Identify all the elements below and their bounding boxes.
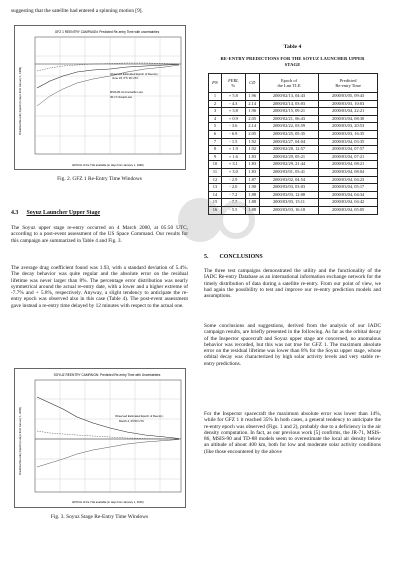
cell-predicted: 2000/03/04, 08:30: [319, 115, 378, 123]
figure-2-legend-1: Observed Estimated Epoch of Reentry:: [110, 72, 159, 76]
table-row: [209, 115, 378, 123]
table-4-title: Table 4: [283, 44, 302, 50]
cell-ferl: + 3.1: [221, 161, 245, 169]
section-4-3-paragraph-1: The Soyuz upper stage re-entry occurred on 4 March 2000, at 05:50 UTC, according to a post-event assessment of the US Space Command. Our results for this campaign are summarized in Table 4 and Fig. 3.: [11, 225, 188, 244]
cell-cd: 1.83: [245, 153, 259, 161]
cell-epoch: 2000/02/29, 21:44: [259, 161, 319, 169]
cell-predicted: 2000/03/05, 09:43: [319, 93, 378, 101]
table-row: [209, 146, 378, 154]
cell-predicted: 2000/03/04, 05:17: [319, 184, 378, 192]
table-row: [209, 161, 378, 169]
cell-ferl: + 0.9: [221, 115, 245, 123]
table-row: [209, 153, 378, 161]
cell-epoch: 2000/03/02, 04:54: [259, 176, 319, 184]
cell-cd: 1.96: [245, 108, 259, 116]
cell-ferl: - 7.2: [221, 191, 245, 199]
section-4-3-number: 4.3: [11, 210, 19, 216]
cell-epoch: 2000/03/01, 03:41: [259, 168, 319, 176]
figure-3-xlabel: EPOCH of the TLE available (in days from January 1, 2000): [72, 501, 144, 504]
col-header-cd: CD: [245, 74, 259, 93]
cell-pn: 12: [209, 176, 222, 184]
cell-cd: 2.05: [245, 115, 259, 123]
figure-3-chart-title: SOYUZ REENTRY CAMPAIGN: Predicted Re-entry Time with Uncertainties: [53, 373, 161, 377]
table-row: [209, 93, 378, 101]
cell-ferl: - 2.0: [221, 184, 245, 192]
table-row: [209, 176, 378, 184]
figure-3-ylabel: Predicted Re-entry Epoch (in days from January 1, 2000): [19, 407, 22, 475]
figure-3-chart: [14, 368, 186, 508]
figure-3-caption: Fig. 3. Soyuz Stage Re-Entry Time Windows: [50, 514, 149, 520]
cell-epoch: 2000/02/21, 06:43: [259, 115, 319, 123]
cell-pn: 14: [209, 191, 222, 199]
cell-pn: 15: [209, 199, 222, 207]
table-row: [209, 206, 378, 214]
col-header-predicted: Predicted Re-entry Time: [319, 74, 378, 93]
section-4-3-paragraph-2: The average drag coefficient found was 1.93, with a standard deviation of 5.4%. The decay behavior was quite regular and the absolute error on the residual lifetime was never larger than 8%. The percentage error distribution was nearly symmetrical around the actual re-entry date, with a lower and a higher extreme of -7.7% and + 5.8%, respectively. Anyway, a slight tendency to anticipate the re-entry epoch was observed also in this case (Table 4). The post-event assessment gave instead a re-entry time delayed by 12 minutes with respect to the actual one.: [11, 265, 188, 309]
cell-predicted: 2000/03/04, 04:34: [319, 191, 378, 199]
table-row: [209, 123, 378, 131]
section-5-heading: [204, 254, 381, 260]
table-row: [209, 168, 378, 176]
table-row: [209, 199, 378, 207]
cell-pn: 8: [209, 146, 222, 154]
cell-cd: 1.83: [245, 168, 259, 176]
cell-ferl: + 3.8: [221, 108, 245, 116]
cell-predicted: 2000/03/04, 08:04: [319, 168, 378, 176]
cell-epoch: 2000/02/29, 05:21: [259, 153, 319, 161]
cell-epoch: 2000/02/15, 09:21: [259, 108, 319, 116]
cell-cd: 1.83: [245, 161, 259, 169]
cell-predicted: 2000/03/04, 04:23: [319, 176, 378, 184]
figure-2-xlabel: EPOCH of the TLE available (in days from January 1, 1999): [72, 164, 144, 167]
figure-2-legend-2: June 23, 0^h 30 UTC: [112, 76, 139, 80]
cell-pn: 11: [209, 168, 222, 176]
cell-ferl: - 5.5: [221, 206, 245, 214]
cell-epoch: 2000/03/03, 16:18: [259, 206, 319, 214]
cell-ferl: + 1.9: [221, 146, 245, 154]
cell-epoch: 2000/03/03, 15:11: [259, 199, 319, 207]
cell-pn: 3: [209, 108, 222, 116]
figure-2-caption: Fig. 2. GFZ 1 Re-Entry Time Windows: [57, 176, 142, 182]
intro-paragraph: suggesting that the satellite had entered a spinning motion [9].: [11, 8, 143, 14]
figure-2-ylabel: Predicted Re-entry Epoch (in days from January 1, 1999): [19, 67, 22, 135]
cell-ferl: - 6.9: [221, 130, 245, 138]
section-5-paragraph-1: The three test campaigns demonstrated the utility and the functionality of the IADC Re-entry Database as an international information exchange network for the timely distribution of data during a satellite re-entry. From our point of view, we had again the possibility to test and improve our re-entry prediction models and assumptions.: [204, 268, 381, 300]
cell-predicted: 2000/03/03, 10:03: [319, 100, 378, 108]
cell-ferl: - 1.5: [221, 138, 245, 146]
cell-ferl: + 5.8: [221, 93, 245, 101]
cell-predicted: 2000/03/04, 05:05: [319, 206, 378, 214]
cell-ferl: + 1.6: [221, 153, 245, 161]
cell-epoch: 2000/02/27, 04:04: [259, 138, 319, 146]
section-4-3-title: Soyuz Launcher Upper Stage: [26, 210, 101, 216]
figure-3-legend-1: Observed Estimated Epoch of Reentry:: [115, 414, 164, 418]
figure-2-chart: [14, 25, 186, 170]
cell-predicted: 2000/03/04, 04:42: [319, 199, 378, 207]
reentry-predictions-table: [208, 73, 378, 215]
figure-2-chart-title: GFZ 1 REENTRY CAMPAIGN: Predicted Re-entry Time with uncertainties: [54, 30, 160, 34]
cell-ferl: - 4.3: [221, 100, 245, 108]
cell-predicted: 2000/03/04, 03:35: [319, 138, 378, 146]
table-body: [209, 93, 378, 215]
section-5-paragraph-2: Some conclusions and suggestions, derived from the analysis of our IADC campaign results, are briefly presented in the following. As far as the orbital decay of the Inspector spacecraft and Soyuz upper stage are concerned, no anomalous behavior was recorded, but this was not true for GFZ 1. The maximum absolute error on the residual lifetime was lower than 8% for the Soyuz upper stage, whose orbital decay was characterized by high solar activity levels and very stable re-entry predictions.: [204, 323, 381, 367]
cell-predicted: 2000/03/04, 22:21: [319, 108, 378, 116]
cell-cd: 2.14: [245, 123, 259, 131]
figure-2-legend-3: MSIS-86 Commonwide Loss: [110, 91, 143, 94]
cell-predicted: 2000/03/04, 07:57: [319, 146, 378, 154]
cell-pn: 1: [209, 93, 222, 101]
figure-3-legend-2: March 4, 05:50 UTC: [119, 419, 145, 423]
cell-ferl: + 3.0: [221, 168, 245, 176]
table-row: [209, 108, 378, 116]
cell-epoch: 2000/02/22, 03:59: [259, 123, 319, 131]
table-row: [209, 184, 378, 192]
cell-cd: 1.88: [245, 206, 259, 214]
cell-cd: 2.05: [245, 130, 259, 138]
cell-predicted: 2000/03/03, 16:35: [319, 130, 378, 138]
cell-cd: 1.92: [245, 146, 259, 154]
cell-cd: 1.88: [245, 199, 259, 207]
cell-ferl: - 3.6: [221, 123, 245, 131]
cell-pn: 10: [209, 161, 222, 169]
figure-2-legend-4: JR-71 Closed Loss: [110, 96, 132, 99]
cell-pn: 4: [209, 115, 222, 123]
cell-pn: 9: [209, 153, 222, 161]
cell-predicted: 2000/03/04, 07:21: [319, 153, 378, 161]
cell-pn: 6: [209, 130, 222, 138]
cell-cd: 1.87: [245, 176, 259, 184]
cell-cd: 2.14: [245, 100, 259, 108]
section-5-paragraph-3: For the Inspector spacecraft the maximum absolute error was lower than 14%, while for GFZ 1 it reached 35% In both cases, a general tendency to anticipate the re-entry epoch was observed (Figs. 1 and 2), probably due to a deficiency in the air density computation. In fact, as our previous work [5] confirms, the JR-71, MSIS-86, MSIS-90 and TD-88 models seem to overestimate the local air density below an altitude of about 400 km, both for low and moderate solar activity conditions (like those encountered by the above: [204, 411, 381, 455]
cell-pn: 2: [209, 100, 222, 108]
cell-epoch: 2000/02/25, 05:35: [259, 130, 319, 138]
table-row: [209, 130, 378, 138]
cell-ferl: - 2.9: [221, 176, 245, 184]
cell-cd: 1.90: [245, 184, 259, 192]
table-row: [209, 100, 378, 108]
cell-predicted: 2000/03/03, 20:53: [319, 123, 378, 131]
cell-epoch: 2000/02/14, 03:03: [259, 100, 319, 108]
table-row: [209, 191, 378, 199]
cell-cd: 1.92: [245, 138, 259, 146]
cell-pn: 13: [209, 184, 222, 192]
cell-epoch: 2000/02/28, 12:57: [259, 146, 319, 154]
cell-cd: 1.96: [245, 93, 259, 101]
table-row: [209, 138, 378, 146]
cell-epoch: 2000/03/03, 03:03: [259, 184, 319, 192]
cell-pn: 5: [209, 123, 222, 131]
table-header-row: [209, 74, 378, 93]
table-4-subtitle: RE-ENTRY PREDICTIONS FOR THE SOYUZ LAUNCHER UPPER STAGE: [220, 56, 365, 67]
cell-pn: 16: [209, 206, 222, 214]
cell-epoch: 2000/03/03, 12:08: [259, 191, 319, 199]
cell-predicted: 2000/03/04, 08:21: [319, 161, 378, 169]
section-5-number: 5.: [204, 254, 209, 260]
cell-cd: 1.88: [245, 191, 259, 199]
col-header-pn: PN: [209, 74, 222, 93]
col-header-ferl: FERL %: [221, 74, 245, 93]
cell-ferl: - 7.7: [221, 199, 245, 207]
col-header-epoch: Epoch of the Last TLE: [259, 74, 319, 93]
cell-pn: 7: [209, 138, 222, 146]
section-4-3-heading: [11, 210, 188, 216]
section-5-title: CONCLUSIONS: [219, 254, 263, 260]
cell-epoch: 2000/02/13, 04:43: [259, 93, 319, 101]
